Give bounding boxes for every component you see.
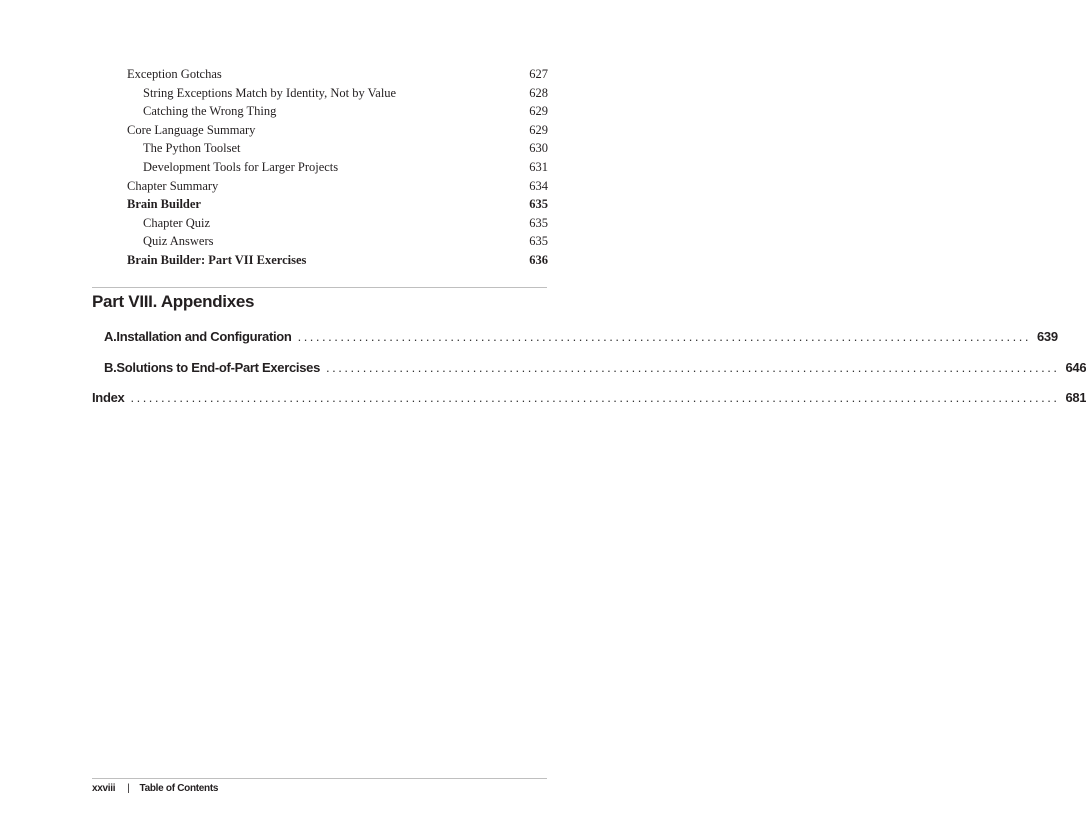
- toc-entry[interactable]: [127, 121, 548, 140]
- toc-entry[interactable]: [127, 177, 548, 196]
- toc-entry-page: 634: [529, 178, 548, 193]
- toc-entry-page: 636: [529, 252, 548, 267]
- toc-entry[interactable]: [127, 251, 548, 270]
- toc-entry-page: 630: [529, 141, 548, 156]
- toc-entry-label: String Exceptions Match by Identity, Not by Value: [143, 85, 397, 100]
- appendix-letter: A.: [104, 329, 117, 344]
- toc-entry-label: Core Language Summary: [127, 122, 256, 137]
- appendix-page: 646: [1065, 360, 1086, 375]
- toc-entry-page: 629: [529, 122, 548, 137]
- toc-entry-label: Catching the Wrong Thing: [143, 104, 277, 119]
- appendix-letter: B.: [104, 360, 117, 375]
- part-title: Part VIII. Appendixes: [92, 292, 255, 311]
- toc-entry-label: Brain Builder: Part VII Exercises: [127, 252, 307, 267]
- toc-entry-page: 635: [529, 215, 548, 230]
- toc-entry-page: 627: [529, 67, 548, 81]
- toc-entry-label: Exception Gotchas: [127, 67, 222, 81]
- appendix-label: Solutions to End-of-Part Exercises: [116, 360, 321, 375]
- footer-divider: [92, 778, 547, 779]
- index-entry[interactable]: [92, 390, 1086, 405]
- toc-entry-page: 635: [529, 197, 548, 212]
- toc-entry-label: Quiz Answers: [143, 234, 214, 249]
- footer-section-title: Table of Contents: [139, 783, 219, 794]
- dot-leader: ........................................................................................................................: [297, 329, 1031, 344]
- appendix-label: Installation and Configuration: [116, 329, 292, 344]
- toc-entry[interactable]: [127, 102, 548, 121]
- appendix-entry-a[interactable]: [104, 329, 1058, 344]
- toc-entry[interactable]: [127, 214, 548, 233]
- dot-leader: ........................................................................................................................: [326, 360, 1060, 375]
- toc-entry-page: 628: [529, 85, 548, 100]
- toc-entry[interactable]: [127, 139, 548, 158]
- index-page: 681: [1065, 390, 1086, 405]
- appendix-entry-b[interactable]: [104, 360, 1086, 375]
- toc-entry-label: Brain Builder: [127, 197, 201, 212]
- toc-entry-page: 635: [529, 234, 548, 249]
- toc-entry[interactable]: [127, 84, 548, 103]
- toc-entry-page: 631: [529, 159, 548, 174]
- toc-entries-list: [127, 65, 548, 270]
- toc-entry-page: 629: [529, 104, 548, 119]
- toc-entry[interactable]: [127, 158, 548, 177]
- toc-entry[interactable]: [127, 65, 548, 84]
- toc-entry-label: Chapter Summary: [127, 178, 219, 193]
- footer-separator: |: [127, 783, 130, 794]
- footer-page-number: xxviii: [92, 783, 116, 794]
- toc-entry[interactable]: [127, 195, 548, 214]
- page-footer: [92, 783, 218, 794]
- toc-entry[interactable]: [127, 232, 548, 251]
- toc-entry-label: Development Tools for Larger Projects: [143, 159, 339, 174]
- index-label: Index: [92, 390, 125, 405]
- toc-entry-label: Chapter Quiz: [143, 215, 210, 230]
- part-divider: [92, 287, 547, 288]
- toc-entry-label: The Python Toolset: [143, 141, 241, 156]
- appendix-page: 639: [1037, 329, 1058, 344]
- dot-leader: ........................................................................................................................................................: [130, 390, 1060, 405]
